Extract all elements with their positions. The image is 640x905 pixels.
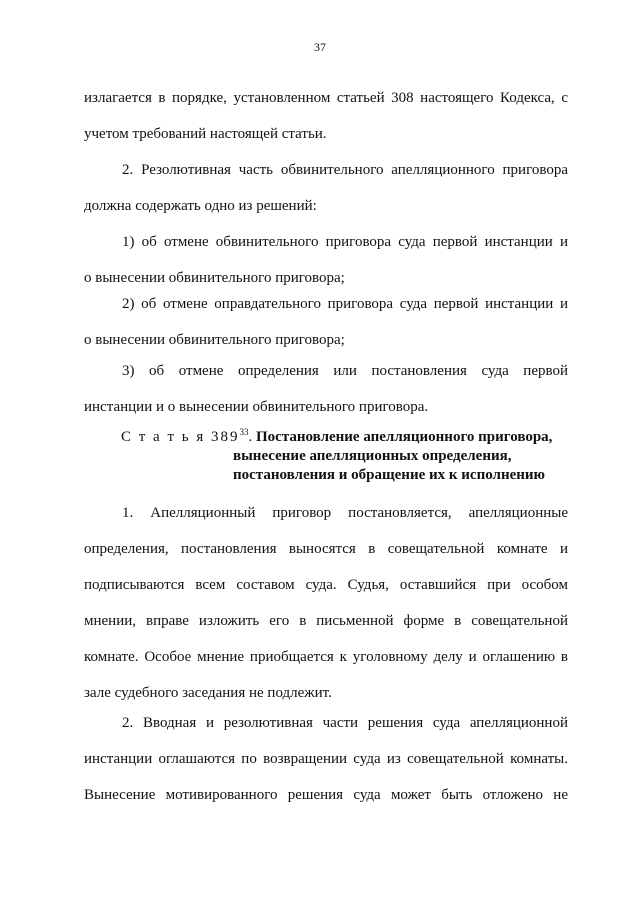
article-title-line: Постановление апелляционного приговора, — [256, 429, 553, 445]
page-number: 37 — [314, 40, 326, 54]
article-paragraph-2 — [84, 705, 568, 813]
text-line: зале судебного заседания не подлежит. — [84, 685, 332, 701]
article-title-line: вынесение апелляционных определения, — [233, 448, 512, 464]
text-line: 1. Апелляционный приговор постановляется, апелляционные — [122, 505, 568, 521]
text-line: учетом требований настоящей статьи. — [84, 126, 327, 142]
paragraph-2 — [84, 152, 568, 224]
text-line: 2. Вводная и резолютивная части решения суда апелляционной — [122, 715, 568, 731]
text-line: мнении, вправе изложить его в письменной форме в совещательной — [84, 613, 568, 629]
text-line: определения, постановления выносятся в совещательной комнате и — [84, 541, 568, 557]
text-line: 3) об отмене определения или постановления суда первой — [122, 363, 568, 379]
list-item-2 — [84, 286, 568, 358]
text-line: о вынесении обвинительного приговора; — [84, 270, 345, 286]
article-label-dot: . — [248, 429, 253, 445]
article-superscript: 33 — [239, 427, 249, 437]
text-line: о вынесении обвинительного приговора; — [84, 332, 345, 348]
text-line: инстанции и о вынесении обвинительного приговора. — [84, 399, 429, 415]
text-line: должна содержать одно из решений: — [84, 198, 317, 214]
article-paragraph-1 — [84, 495, 568, 711]
text-line: подписываются всем составом суда. Судья, оставшийся при особом — [84, 577, 568, 593]
text-line: инстанции оглашаются по возвращении суда из совещательной комнаты. — [84, 751, 568, 767]
article-heading — [121, 428, 591, 485]
article-heading-first-line — [121, 428, 591, 447]
text-line: Вынесение мотивированного решения суда может быть отложено не — [84, 787, 568, 803]
list-item-3 — [84, 353, 568, 425]
article-title-line: постановления и обращение их к исполнению — [233, 467, 545, 483]
article-label: С т а т ь я 389 — [121, 429, 240, 445]
text-line: 2) об отмене оправдательного приговора суда первой инстанции и — [122, 296, 568, 312]
text-line: комнате. Особое мнение приобщается к уголовному делу и оглашению в — [84, 649, 568, 665]
paragraph-continuation — [84, 80, 568, 152]
text-line: 2. Резолютивная часть обвинительного апелляционного приговора — [122, 162, 568, 178]
text-line: 1) об отмене обвинительного приговора суда первой инстанции и — [122, 234, 568, 250]
text-line: излагается в порядке, установленном статьей 308 настоящего Кодекса, с — [84, 90, 568, 106]
